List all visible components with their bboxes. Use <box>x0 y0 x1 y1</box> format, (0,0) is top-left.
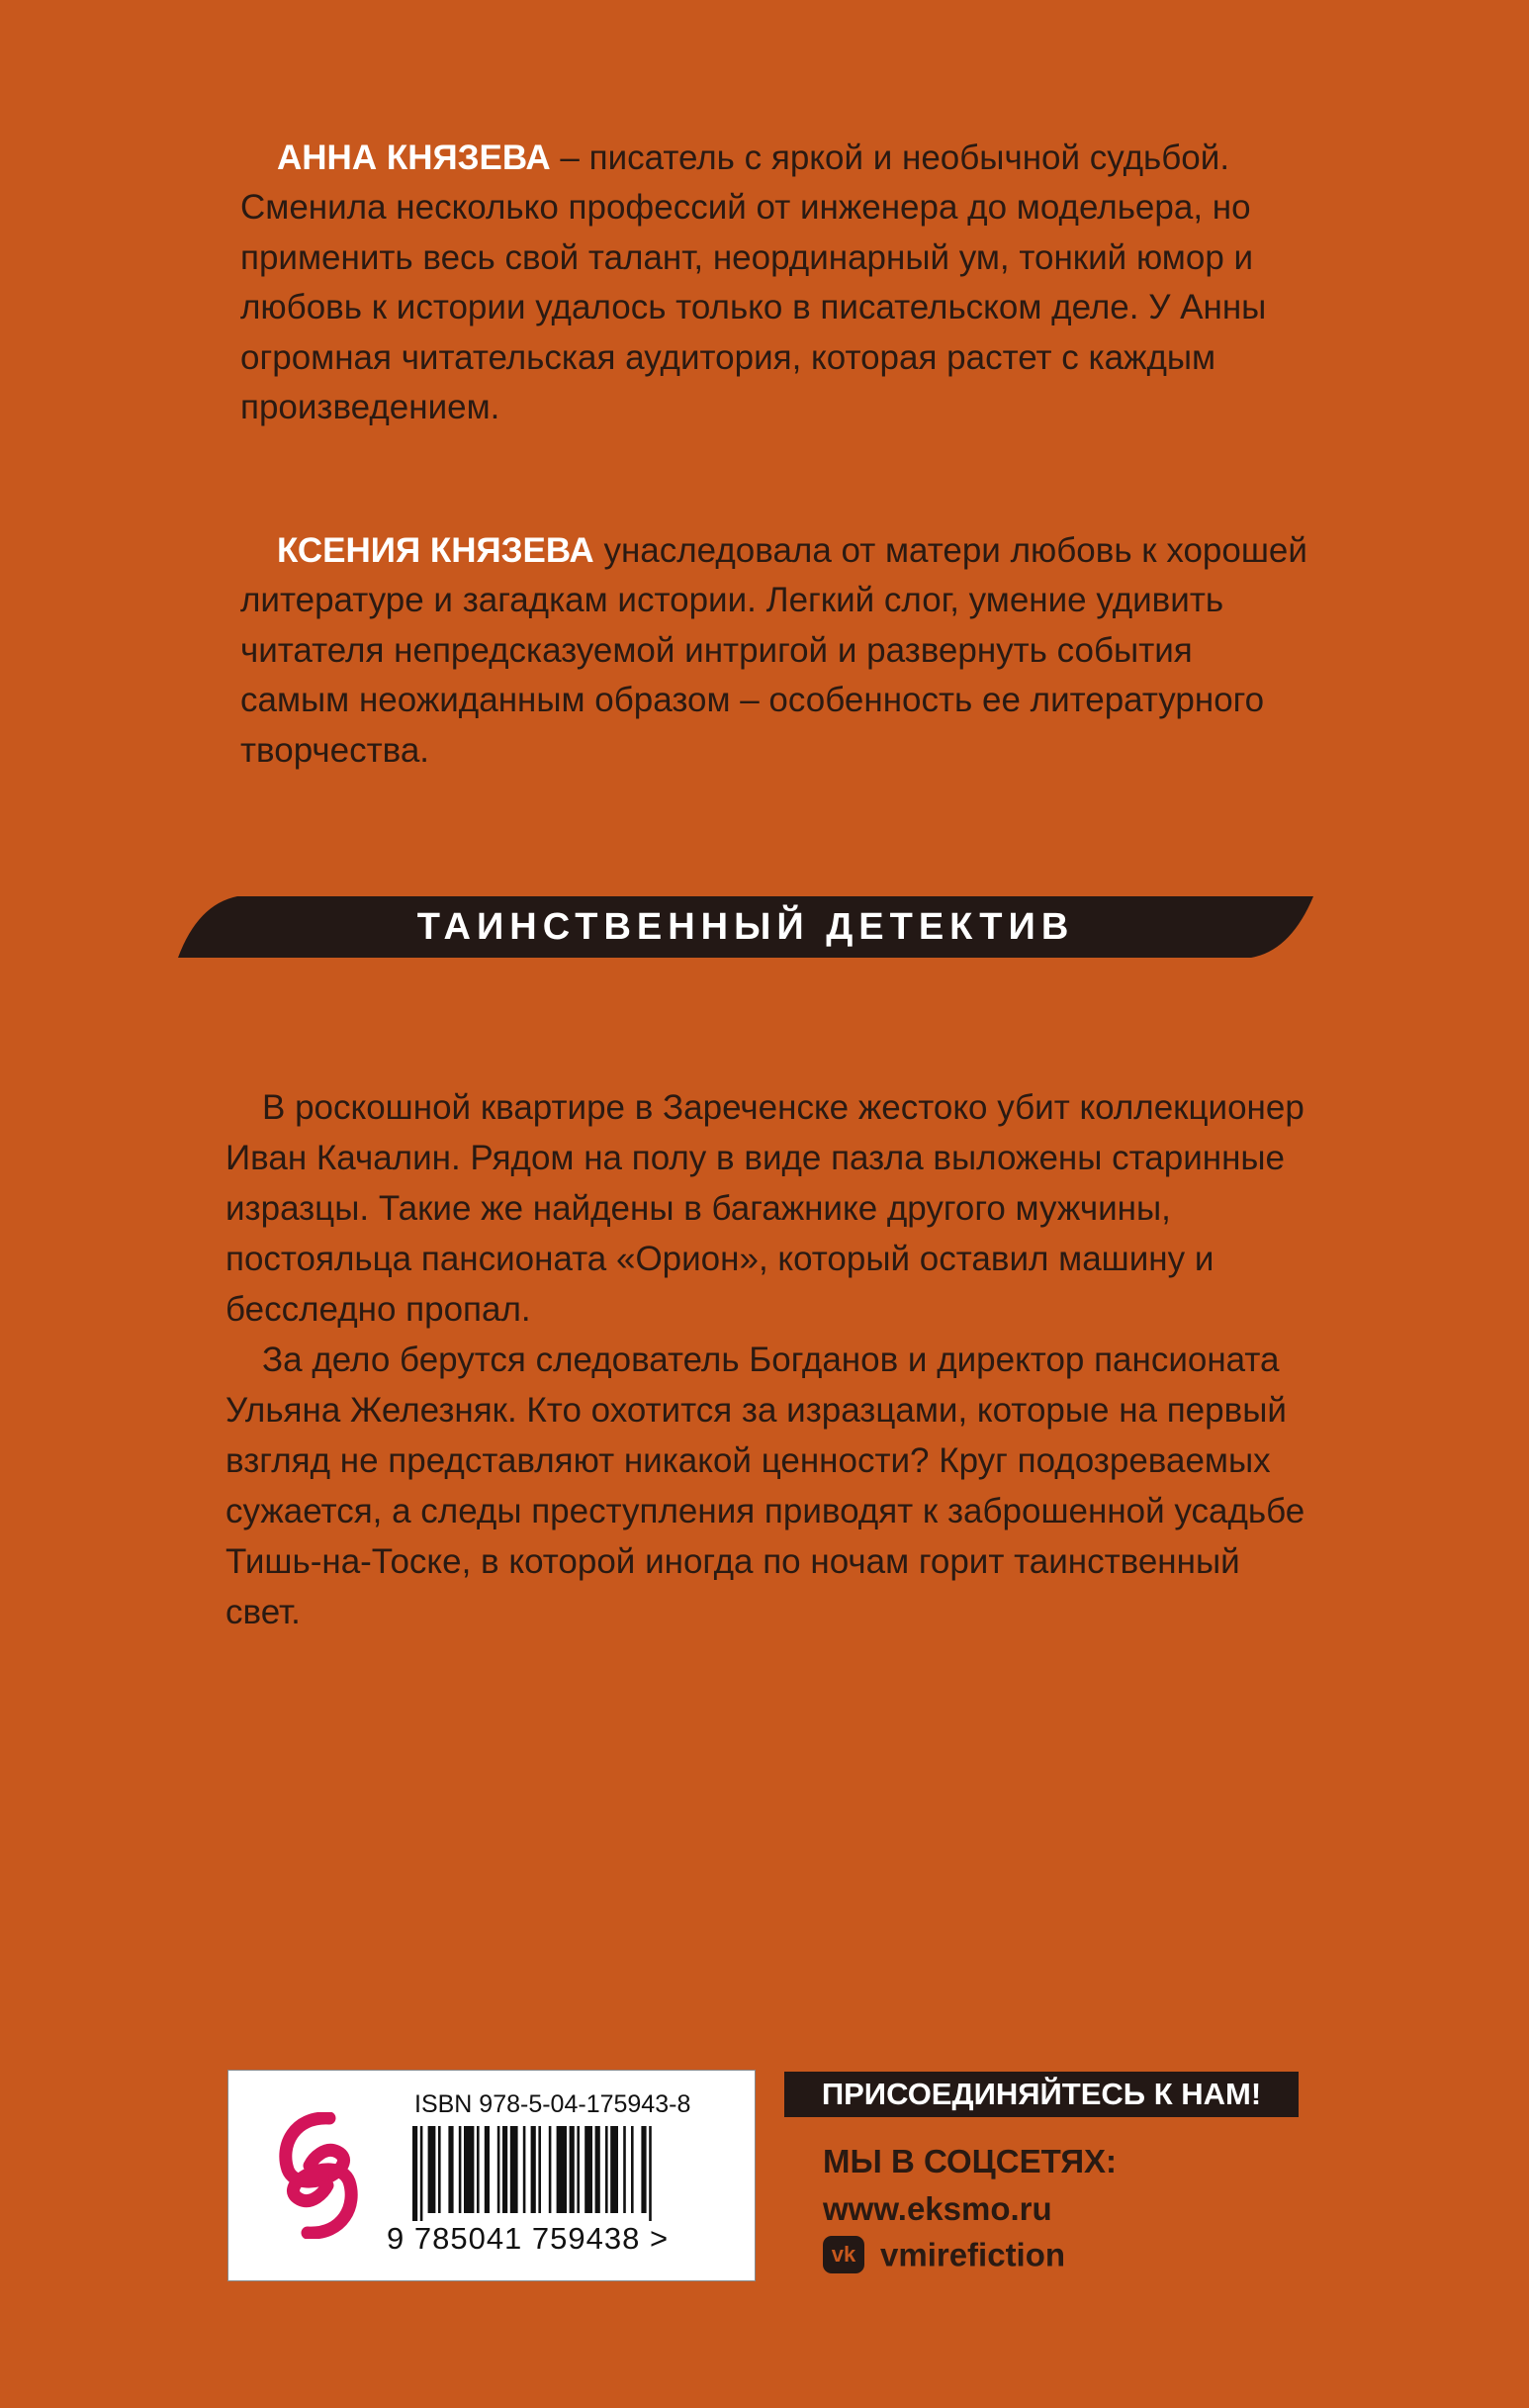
barcode-bar <box>649 2126 652 2221</box>
barcode-bar <box>623 2126 626 2213</box>
barcode-bar <box>420 2126 423 2221</box>
author-text-ksenia: унаследовала от матери любовь к хорошей литературе и загадкам истории. Легкий слог, умение удивить читателя непредсказуемой интригой и развернуть события самым неожиданным образом – особенность ее литературного творчества. <box>240 531 1307 770</box>
barcode-bar <box>497 2126 500 2213</box>
barcode-bar <box>557 2126 567 2213</box>
series-banner <box>178 896 1313 958</box>
author-bio-ksenia <box>240 526 1308 776</box>
barcode-bar <box>523 2126 526 2213</box>
barcode-bar <box>510 2126 518 2213</box>
barcode-bar <box>438 2126 441 2213</box>
vk-handle: vmirefiction <box>880 2236 1066 2273</box>
barcode-bars <box>412 2126 709 2221</box>
barcode-bar <box>428 2126 436 2213</box>
barcode-bar <box>610 2126 618 2213</box>
barcode-bar <box>641 2126 646 2213</box>
author-bio-anna <box>240 134 1308 432</box>
barcode-bar <box>531 2126 536 2213</box>
vk-link[interactable] <box>823 2234 1065 2273</box>
eksmo-logo-icon <box>274 2112 363 2239</box>
isbn-label: ISBN 978-5-04-175943-8 <box>414 2090 691 2118</box>
series-banner-text: ТАИНСТВЕННЫЙ ДЕТЕКТИВ <box>416 906 1075 948</box>
barcode-bar <box>570 2126 575 2213</box>
barcode-bar <box>502 2126 507 2213</box>
author-text-anna: – писатель с яркой и необычной судьбой. Сменила несколько профессий от инженера до модельера, но применить весь свой талант, неординарный ум, тонкий юмор и любовь к истории удалось только в писательском деле. У Анны огромная читательская аудитория, которая растет с каждым произведением. <box>240 139 1267 427</box>
vk-icon: vk <box>823 2236 864 2273</box>
join-us-banner: ПРИСОЕДИНЯЙТЕСЬ К НАМ! <box>784 2072 1299 2117</box>
barcode-bar <box>549 2126 552 2213</box>
barcode-bar <box>412 2126 417 2221</box>
synopsis-paragraph-1: В роскошной квартире в Зареченске жестоко убит коллекционер Иван Качалин. Рядом на полу в виде пазла выложены старинные изразцы. Такие же найдены в багажнике другого мужчины, постояльца пансионата «Орион», который оставил машину и бесследно пропал. <box>225 1088 1304 1329</box>
barcode-bar <box>631 2126 634 2213</box>
barcode-bar <box>459 2126 462 2213</box>
barcode-bar <box>477 2126 480 2213</box>
website-link[interactable]: www.eksmo.ru <box>823 2190 1052 2227</box>
author-name-anna: АННА КНЯЗЕВА <box>277 139 551 177</box>
barcode-bar <box>577 2126 580 2213</box>
barcode-bar <box>605 2126 608 2213</box>
author-name-ksenia: КСЕНИЯ КНЯЗЕВА <box>277 531 594 570</box>
barcode-bar <box>595 2126 600 2213</box>
barcode-bar <box>448 2126 453 2213</box>
barcode-bar <box>485 2126 490 2213</box>
barcode-digits: 9 785041 759438 > <box>387 2221 670 2256</box>
synopsis-paragraph-2: За дело берутся следователь Богданов и директор пансионата Ульяна Железняк. Кто охотится за изразцами, которые на первый взгляд не представляют никакой ценности? Круг подозреваемых сужается, а следы преступления приводят к заброшенной усадьбе Тишь-на-Тоске, в которой иногда по ночам горит таинственный свет. <box>225 1341 1305 1631</box>
barcode-bar <box>464 2126 474 2213</box>
barcode-bar <box>585 2126 592 2213</box>
synopsis <box>225 1082 1323 1637</box>
barcode-bar <box>538 2126 541 2213</box>
barcode-box <box>227 2070 756 2281</box>
social-title: МЫ В СОЦСЕТЯХ: <box>823 2143 1118 2179</box>
